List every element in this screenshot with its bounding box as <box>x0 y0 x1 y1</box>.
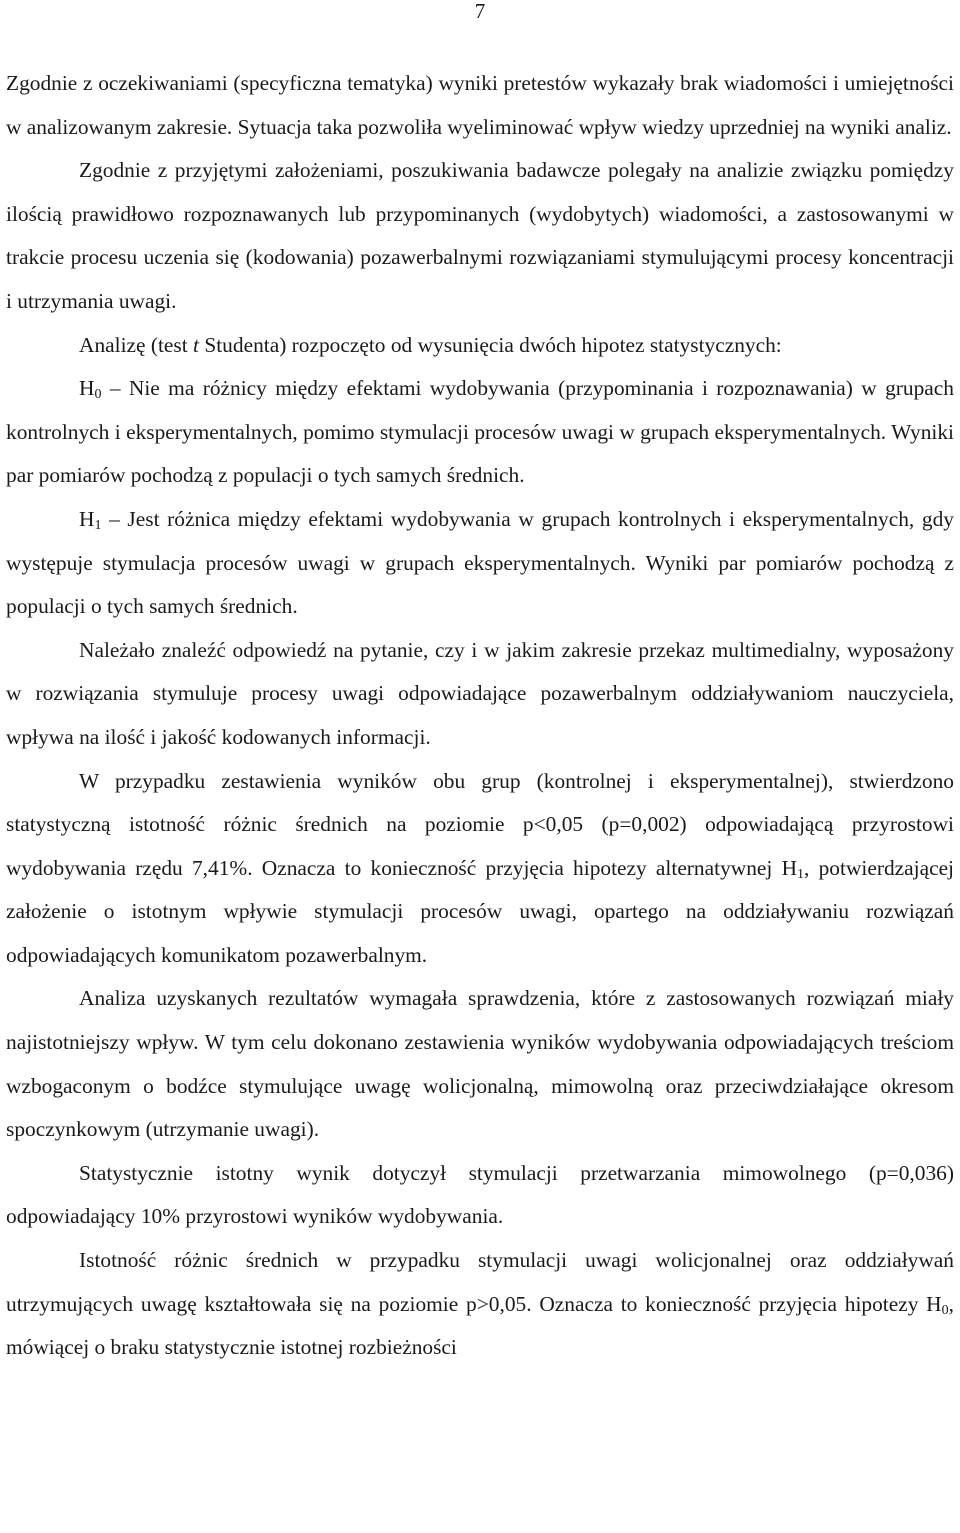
paragraph-analysis-intro: Analizę (test t Studenta) rozpoczęto od wysunięcia dwóch hipotez statystycznych: <box>79 332 782 357</box>
paragraph-hypothesis-h1: $H_1$ – Jest różnica między efektami wydobywania w grupach kontrolnych i eksperymentalnych, gdy występuje stymulacja procesów uwagi w grupach eksperymentalnych. Wyniki par pomiarów pochodzą z populacji o tych samych średnich. <box>6 506 954 619</box>
paragraph-assumptions: Zgodnie z przyjętymi założeniami, poszukiwania badawcze polegały na analizie związku pomiędzy ilością prawidłowo rozpoznawanych lub przypominanych (wydobytych) wiadomości, a zastosowanymi w trakcie procesu uczenia się (kodowania) pozawerbalnymi rozwiązaniami stymulującymi procesy koncentracji i utrzymania uwagi. <box>6 158 954 313</box>
paragraph-solutions-analysis: Analiza uzyskanych rezultatów wymagała sprawdzenia, które z zastosowanych rozwiązań miały najistotniejszy wpływ. W tym celu dokonano zestawienia wyników wydobywania odpowiadających treściom wzbogaconym o bodźce stymulujące uwagę wolicjonalną, mimowolną oraz przeciwdziałające okresom spoczynkowym (utrzymanie uwagi). <box>6 986 954 1142</box>
paragraph-expectations: Zgodnie z oczekiwaniami (specyficzna tematyka) wyniki pretestów wykazały brak wiadomości i umiejętności w analizowanym zakresie. Sytuacja taka pozwoliła wyeliminować wpływ wiedzy uprzedniej na wyniki analiz. <box>6 71 954 139</box>
paragraph-volitional-attention: Istotność różnic średnich w przypadku stymulacji uwagi wolicjonalnej oraz oddziaływań utrzymujących uwagę kształtowała się na poziomie p>0,05. Oznacza to konieczność przyjęcia hipotezy $H_0$, mówiącej o braku statystycznie istotnej rozbieżności <box>6 1248 954 1360</box>
page-number: 7 <box>474 0 486 23</box>
paragraph-hypothesis-h0: $H_0$ – Nie ma różnicy między efektami wydobywania (przypominania i rozpoznawania) w grupach kontrolnych i eksperymentalnych, pomimo stymulacji procesów uwagi w grupach eksperymentalnych. Wyniki par pomiarów pochodzą z populacji o tych samych średnich. <box>6 376 954 488</box>
document-body <box>6 62 954 1370</box>
paragraph-research-question: Należało znaleźć odpowiedź na pytanie, czy i w jakim zakresie przekaz multimedialny, wyposażony w rozwiązania stymuluje procesy uwagi odpowiadające pozawerbalnym oddziaływaniom nauczyciela, wpływa na ilość i jakość kodowanych informacji. <box>6 637 954 749</box>
paragraph-group-comparison: W przypadku zestawienia wyników obu grup (kontrolnej i eksperymentalnej), stwierdzono statystyczną istotność różnic średnich na poziomie p<0,05 (p=0,002) odpowiadającą przyrostowi wydobywania rzędu 7,41%. Oznacza to konieczność przyjęcia hipotezy alternatywnej $H_1$, potwierdzającej założenie o istotnym wpływie stymulacji procesów uwagi, opartego na oddziaływaniu rozwiązań odpowiadających komunikatom pozawerbalnym. <box>6 768 955 967</box>
paragraph-significant-result: Statystycznie istotny wynik dotyczył stymulacji przetwarzania mimowolnego (p=0,036) odpowiadający 10% przyrostowi wyników wydobywania. <box>6 1160 954 1229</box>
